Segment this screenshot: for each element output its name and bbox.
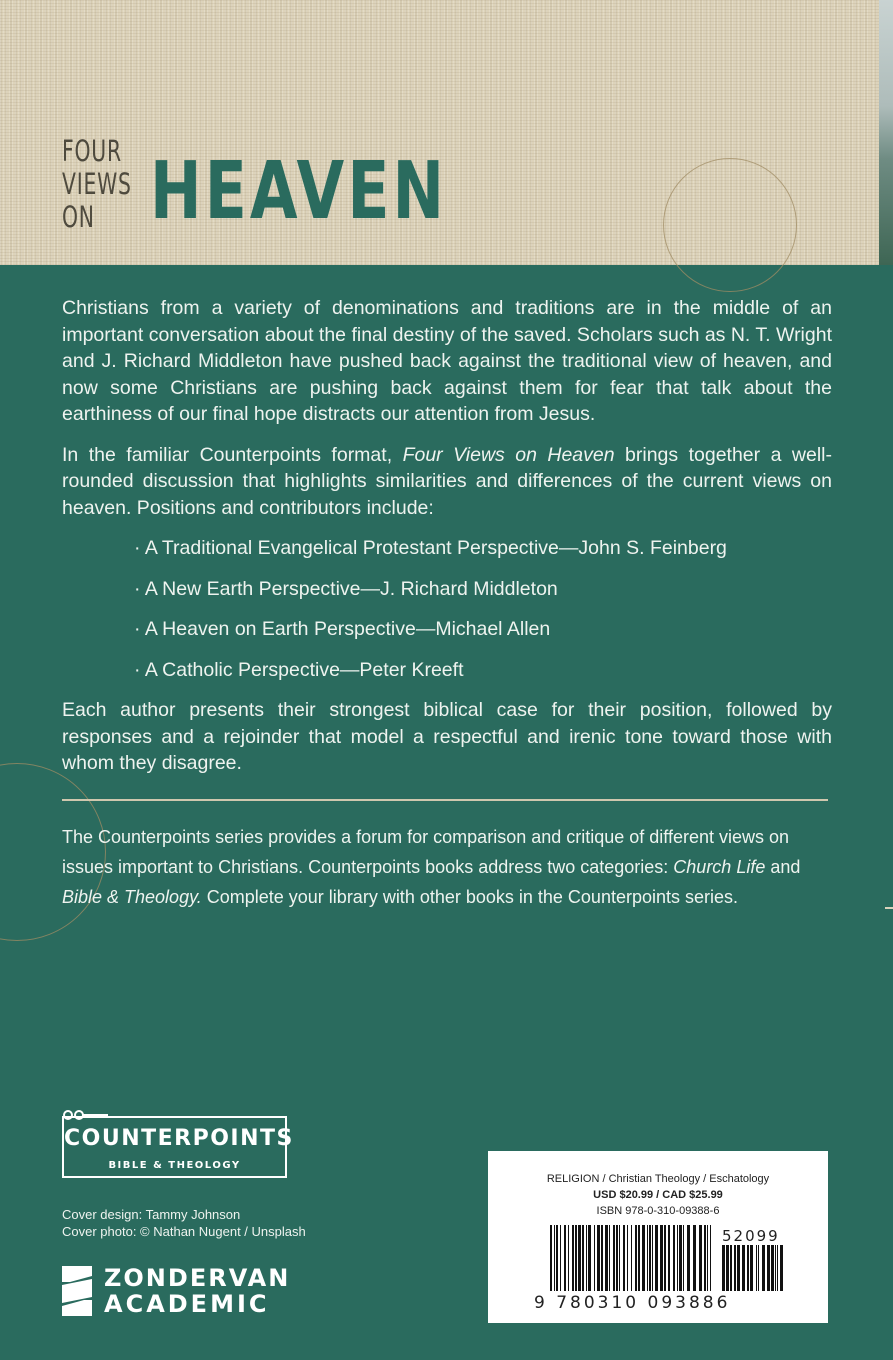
para2-text-a: In the familiar Counterpoints format, xyxy=(62,443,403,466)
cover-design-credit: Cover design: Tammy Johnson xyxy=(62,1207,241,1222)
para2-text-b: brings together a well-rounded discussion that highlights similarities and differences of the current views on heaven. Positions and contributors include: xyxy=(62,443,832,519)
title-views: VIEWS xyxy=(62,167,132,201)
zondervan-logo-icon xyxy=(62,1266,92,1316)
section-divider xyxy=(62,799,828,801)
series-text-c: Complete your library with other books in the Counterpoints series. xyxy=(201,887,739,907)
logo-title: COUNTERPOINTS xyxy=(64,1126,294,1151)
series-text-a: The Counterpoints series provides a forum for comparison and critique of different views on issues important to Christians. Counterpoints books address two categories: xyxy=(62,827,790,877)
barcode-supplement-number: 52099 xyxy=(722,1227,780,1245)
title-heaven: HEAVEN xyxy=(150,145,448,237)
description-paragraph-3: Each author presents their strongest biblical case for their position, followed by responses and a rejoinder that model a respectful and irenic tone toward those with whom they disagree. xyxy=(62,699,832,774)
series-category-bible-theology: Bible & Theology. xyxy=(62,887,202,907)
series-text-b: and xyxy=(765,857,801,877)
barcode-panel xyxy=(488,1151,828,1323)
cover-photo-credit: Cover photo: © Nathan Nugent / Unsplash xyxy=(62,1224,306,1239)
description-paragraph-2 xyxy=(62,442,832,522)
positions-list xyxy=(62,535,832,683)
title-four: FOUR xyxy=(62,134,122,168)
counterpoints-logo xyxy=(62,1116,294,1178)
position-item: · A Heaven on Earth Perspective—Michael Allen xyxy=(134,618,551,640)
position-item: · A Traditional Evangelical Protestant Perspective—John S. Feinberg xyxy=(134,537,727,559)
publisher-line-1: ZONDERVAN xyxy=(104,1264,291,1292)
cover-photo-edge xyxy=(879,0,893,265)
price-line: USD $20.99 / CAD $25.99 xyxy=(593,1189,723,1201)
para2-book-title: Four Views on Heaven xyxy=(402,443,615,466)
decorative-circle-top xyxy=(663,158,797,292)
bisac-category: RELIGION / Christian Theology / Eschatology xyxy=(546,1173,770,1185)
logo-subtitle: BIBLE & THEOLOGY xyxy=(108,1160,241,1171)
isbn-line: ISBN 978-0-310-09388-6 xyxy=(596,1205,720,1217)
publisher-line-2: ACADEMIC xyxy=(104,1290,270,1318)
edge-tick-mark xyxy=(885,907,893,909)
position-item: · A New Earth Perspective—J. Richard Middleton xyxy=(134,577,558,600)
cover-credits xyxy=(62,1206,306,1240)
series-description xyxy=(62,822,832,912)
description-paragraph-1: Christians from a variety of denominations and traditions are in the middle of an important conversation about the final destiny of the saved. Scholars such as N. T. Wright and J. Richard Middleton have pushed back against the traditional view of heaven, and now some Christians are pushing back against them for fear that talk about the earthiness of our final hope distracts our attention from Jesus. xyxy=(62,297,832,425)
position-item: · A Catholic Perspective—Peter Kreeft xyxy=(134,658,464,681)
series-category-church-life: Church Life xyxy=(673,857,766,877)
book-description xyxy=(62,295,832,791)
publisher-name xyxy=(104,1265,290,1317)
barcode-human-readable: 9 780310 093886 xyxy=(534,1293,731,1313)
title-on: ON xyxy=(62,200,95,234)
